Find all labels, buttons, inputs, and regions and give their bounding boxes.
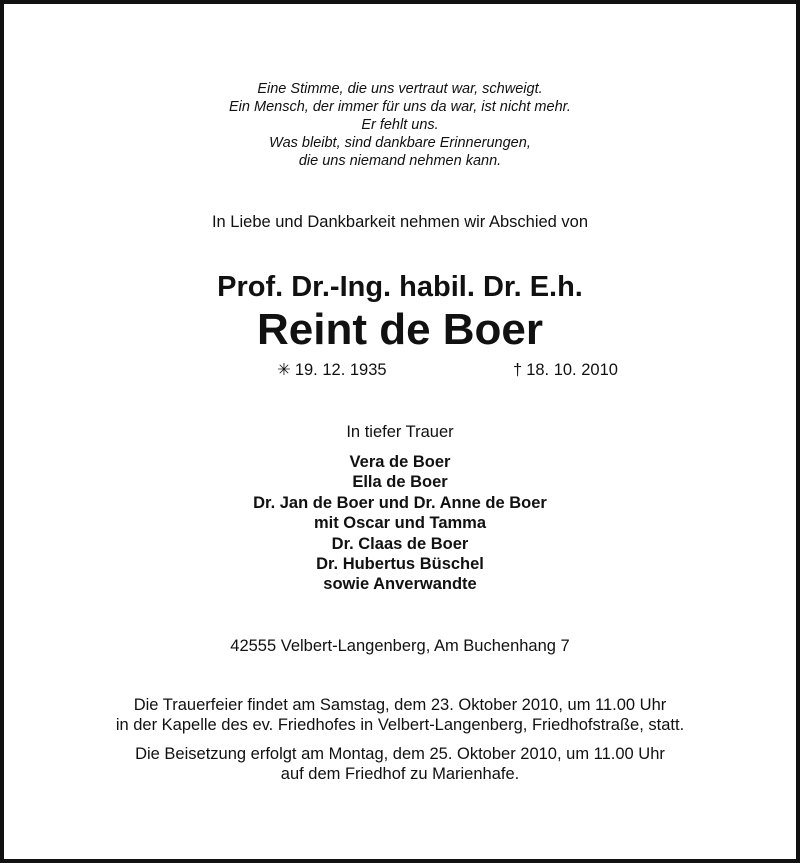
family-member: Dr. Claas de Boer [331,534,469,553]
poem-line: Ein Mensch, der immer für uns da war, ist nicht mehr. [229,99,571,115]
death-date-group [513,360,673,380]
poem-line: Eine Stimme, die uns vertraut war, schweigt. [257,81,543,97]
family-list [0,452,800,595]
mourning-label: In tiefer Trauer [346,423,454,441]
farewell-intro: In Liebe und Dankbarkeit nehmen wir Abschied von [211,213,589,231]
burial-line: Die Beisetzung erfolgt am Montag, dem 25. Oktober 2010, um 11.00 Uhr [135,745,665,763]
birth-date-group [277,360,453,380]
poem-line: die uns niemand nehmen kann. [298,153,502,169]
family-member: sowie Anverwandte [323,575,477,594]
life-dates [0,360,800,380]
birth-date: 19. 12. 1935 [294,361,387,379]
memorial-poem [0,80,800,170]
poem-line: Was bleibt, sind dankbare Erinnerungen, [269,135,531,151]
family-member: Vera de Boer [349,453,451,471]
poem-line: Er fehlt uns. [361,117,439,133]
deceased-name: Reint de Boer [256,305,544,354]
funeral-service-info [0,696,800,735]
burial-line: auf dem Friedhof zu Marienhafe. [280,764,520,783]
family-member: mit Oscar und Tamma [313,514,487,533]
deceased-titles: Prof. Dr.-Ing. habil. Dr. E.h. [217,271,583,303]
death-date: 18. 10. 2010 [526,361,618,379]
service-line: in der Kapelle des ev. Friedhofes in Velbert-Langenberg, Friedhofstraße, statt. [115,715,685,734]
family-member: Ella de Boer [352,473,448,492]
service-line: Die Trauerfeier findet am Samstag, dem 23. Oktober 2010, um 11.00 Uhr [133,696,667,714]
family-member: Dr. Hubertus Büschel [316,555,484,574]
family-address: 42555 Velbert-Langenberg, Am Buchenhang 7 [230,637,570,655]
family-member: Dr. Jan de Boer und Dr. Anne de Boer [253,493,547,512]
birth-star-icon: ✳ [277,361,291,379]
death-cross-icon: † [513,361,523,379]
burial-info [0,745,800,784]
